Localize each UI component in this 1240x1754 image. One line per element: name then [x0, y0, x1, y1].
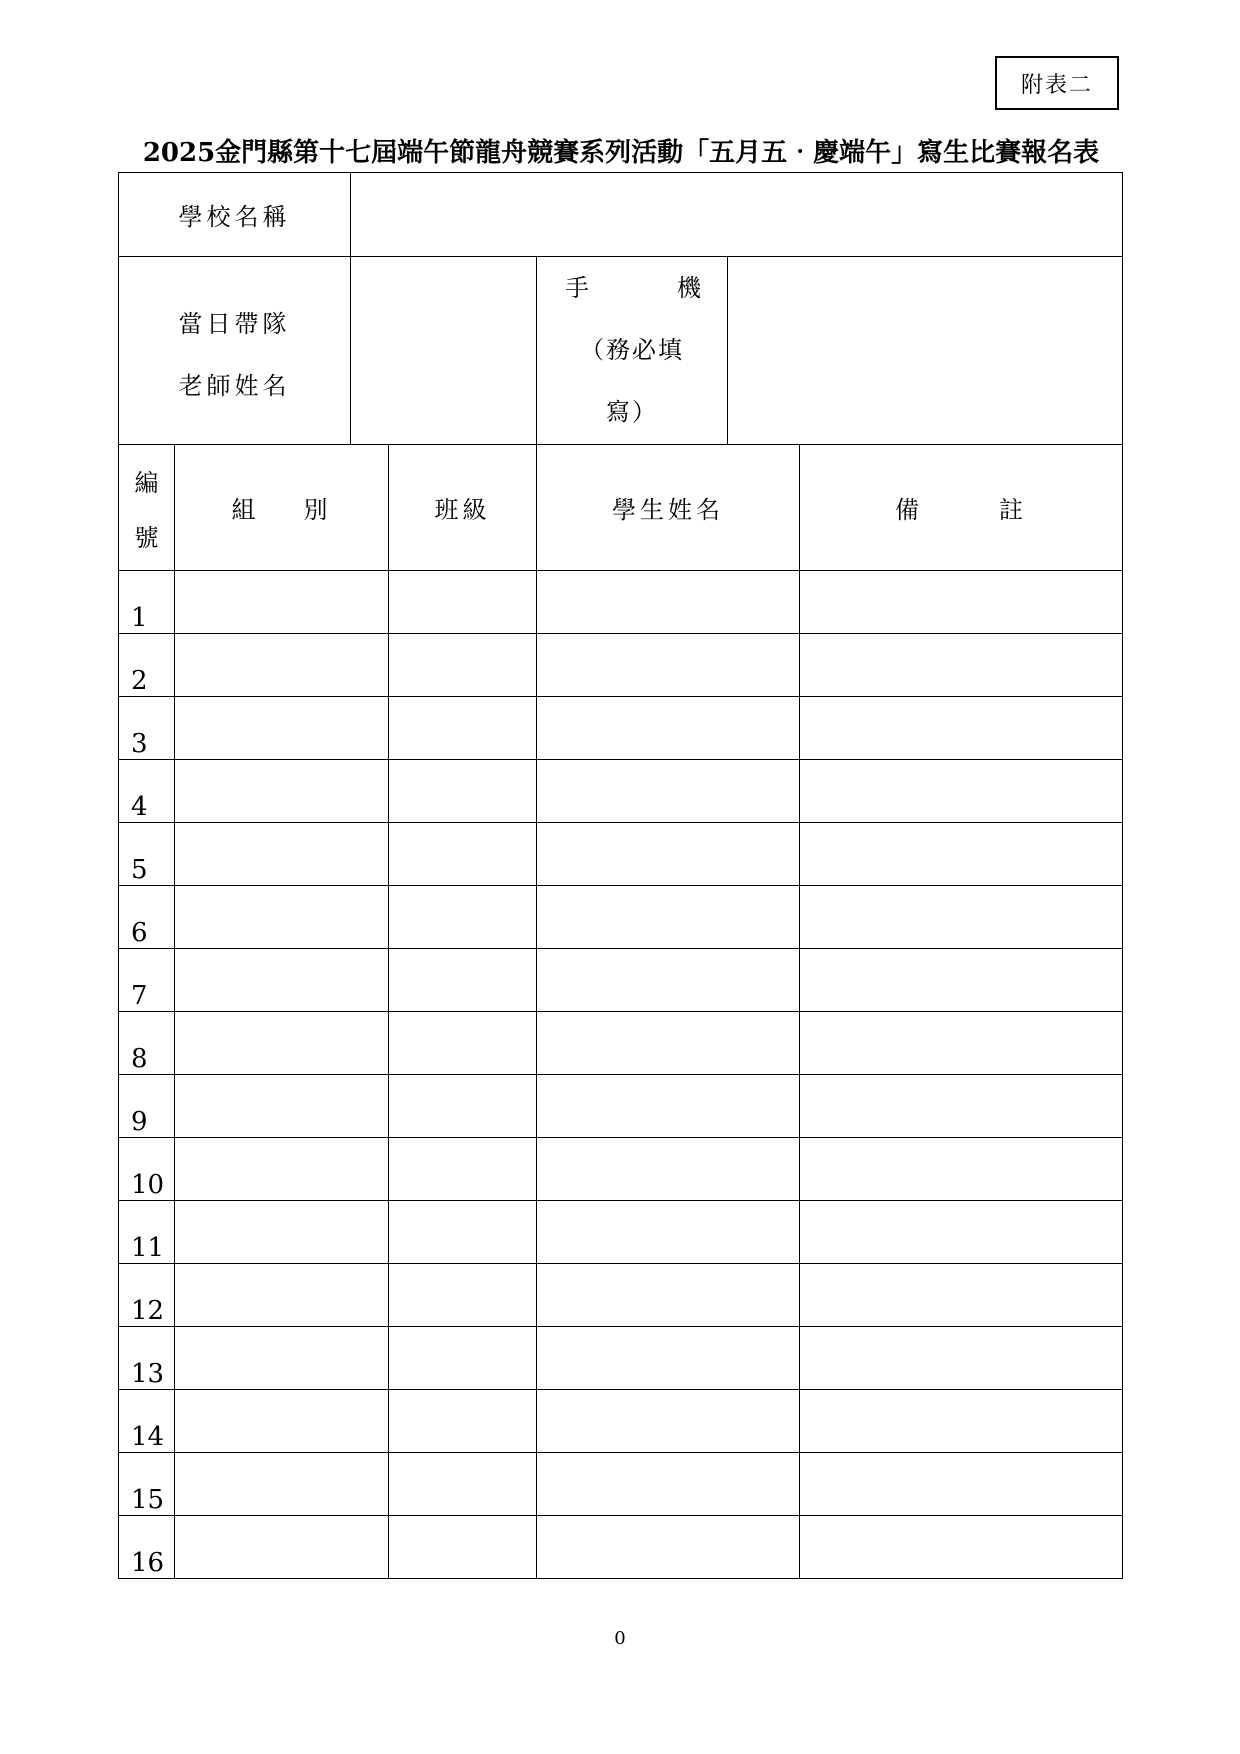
student-name-cell[interactable] [537, 697, 800, 760]
table-row [119, 1075, 1123, 1138]
group-cell[interactable] [175, 1012, 389, 1075]
attachment-label: 附表二 [995, 56, 1119, 110]
row-number: 13 [119, 1327, 175, 1390]
remarks-cell[interactable] [800, 1390, 1123, 1453]
header-student-name [537, 445, 800, 571]
student-name-cell[interactable] [537, 949, 800, 1012]
phone-note-line1: （務必填 [580, 336, 684, 364]
student-name-cell[interactable] [537, 1327, 800, 1390]
class-cell[interactable] [389, 760, 537, 823]
school-name-text: 學校名稱 [178, 203, 291, 231]
remarks-cell[interactable] [800, 697, 1123, 760]
group-cell[interactable] [175, 1390, 389, 1453]
group-cell[interactable] [175, 886, 389, 949]
row-number: 2 [119, 634, 175, 697]
table-row [119, 634, 1123, 697]
row-number: 1 [119, 571, 175, 634]
remarks-cell[interactable] [800, 1201, 1123, 1264]
table-row [119, 571, 1123, 634]
row-number: 16 [119, 1516, 175, 1579]
table-row [119, 1138, 1123, 1201]
remarks-cell[interactable] [800, 1516, 1123, 1579]
table-row [119, 1264, 1123, 1327]
class-cell[interactable] [389, 1264, 537, 1327]
form-title: 2025金門縣第十七屆端午節龍舟競賽系列活動「五月五‧慶端午」寫生比賽報名表 [142, 138, 1100, 168]
row-number: 12 [119, 1264, 175, 1327]
header-student-name-text: 學生姓名 [612, 496, 724, 524]
remarks-cell[interactable] [800, 1075, 1123, 1138]
header-class [389, 445, 537, 571]
header-remarks-char2: 註 [999, 496, 1028, 524]
student-name-cell[interactable] [537, 1012, 800, 1075]
table-row [119, 1516, 1123, 1579]
class-cell[interactable] [389, 1201, 537, 1264]
row-number: 9 [119, 1075, 175, 1138]
table-row [119, 1201, 1123, 1264]
header-remarks [800, 445, 1123, 571]
header-class-text: 班級 [434, 496, 491, 524]
remarks-cell[interactable] [800, 949, 1123, 1012]
remarks-cell[interactable] [800, 571, 1123, 634]
class-cell[interactable] [389, 1453, 537, 1516]
class-cell[interactable] [389, 1390, 537, 1453]
group-cell[interactable] [175, 1453, 389, 1516]
phone-note-line2: 寫） [606, 398, 658, 426]
class-cell[interactable] [389, 886, 537, 949]
table-row [119, 1453, 1123, 1516]
row-number: 4 [119, 760, 175, 823]
student-name-cell[interactable] [537, 1201, 800, 1264]
student-name-cell[interactable] [537, 760, 800, 823]
header-group [175, 445, 389, 571]
group-cell[interactable] [175, 634, 389, 697]
school-name-label [119, 173, 351, 257]
group-cell[interactable] [175, 1075, 389, 1138]
header-number-char2: 號 [134, 523, 159, 552]
remarks-cell[interactable] [800, 1327, 1123, 1390]
student-name-cell[interactable] [537, 823, 800, 886]
page-number: 0 [614, 1628, 626, 1649]
student-name-cell[interactable] [537, 1453, 800, 1516]
row-number: 11 [119, 1201, 175, 1264]
class-cell[interactable] [389, 949, 537, 1012]
class-cell[interactable] [389, 1516, 537, 1579]
table-row [119, 1390, 1123, 1453]
group-cell[interactable] [175, 760, 389, 823]
class-cell[interactable] [389, 697, 537, 760]
student-name-cell[interactable] [537, 1075, 800, 1138]
class-cell[interactable] [389, 1075, 537, 1138]
phone-label [537, 257, 728, 445]
registration-table [118, 172, 1123, 1579]
group-cell[interactable] [175, 1264, 389, 1327]
row-number: 15 [119, 1453, 175, 1516]
remarks-cell[interactable] [800, 760, 1123, 823]
class-cell[interactable] [389, 634, 537, 697]
teacher-label-line2: 老師姓名 [178, 371, 291, 400]
phone-label-char2: 機 [677, 274, 703, 302]
row-number: 3 [119, 697, 175, 760]
header-remarks-char1: 備 [895, 496, 924, 524]
phone-field[interactable] [728, 257, 1123, 445]
class-cell[interactable] [389, 1012, 537, 1075]
student-name-cell[interactable] [537, 1264, 800, 1327]
class-cell[interactable] [389, 1138, 537, 1201]
group-cell[interactable] [175, 949, 389, 1012]
row-number: 14 [119, 1390, 175, 1453]
group-cell[interactable] [175, 1138, 389, 1201]
table-row [119, 697, 1123, 760]
table-row [119, 1327, 1123, 1390]
student-name-cell[interactable] [537, 571, 800, 634]
table-row [119, 886, 1123, 949]
entry-rows [119, 571, 1123, 1579]
student-name-cell[interactable] [537, 886, 800, 949]
remarks-cell[interactable] [800, 634, 1123, 697]
group-cell[interactable] [175, 1201, 389, 1264]
student-name-cell[interactable] [537, 1138, 800, 1201]
teacher-name-label [119, 257, 351, 445]
class-cell[interactable] [389, 823, 537, 886]
student-name-cell[interactable] [537, 634, 800, 697]
remarks-cell[interactable] [800, 886, 1123, 949]
table-row [119, 1012, 1123, 1075]
remarks-cell[interactable] [800, 1264, 1123, 1327]
group-cell[interactable] [175, 823, 389, 886]
group-cell[interactable] [175, 1516, 389, 1579]
header-group-char1: 組 [231, 496, 260, 524]
phone-label-char1: 手 [565, 274, 591, 302]
header-group-char2: 別 [303, 496, 332, 524]
row-number: 5 [119, 823, 175, 886]
remarks-cell[interactable] [800, 1138, 1123, 1201]
row-number: 6 [119, 886, 175, 949]
teacher-label-line1: 當日帶隊 [178, 309, 291, 338]
school-name-field[interactable] [351, 173, 1123, 257]
class-cell[interactable] [389, 1327, 537, 1390]
group-cell[interactable] [175, 1327, 389, 1390]
table-row [119, 823, 1123, 886]
header-number [119, 445, 175, 571]
row-number: 8 [119, 1012, 175, 1075]
teacher-name-field[interactable] [351, 257, 537, 445]
student-name-cell[interactable] [537, 1516, 800, 1579]
group-cell[interactable] [175, 697, 389, 760]
table-row [119, 760, 1123, 823]
row-number: 7 [119, 949, 175, 1012]
remarks-cell[interactable] [800, 1012, 1123, 1075]
table-row [119, 949, 1123, 1012]
remarks-cell[interactable] [800, 1453, 1123, 1516]
group-cell[interactable] [175, 571, 389, 634]
row-number: 10 [119, 1138, 175, 1201]
student-name-cell[interactable] [537, 1390, 800, 1453]
header-number-char1: 編 [134, 468, 159, 497]
remarks-cell[interactable] [800, 823, 1123, 886]
class-cell[interactable] [389, 571, 537, 634]
